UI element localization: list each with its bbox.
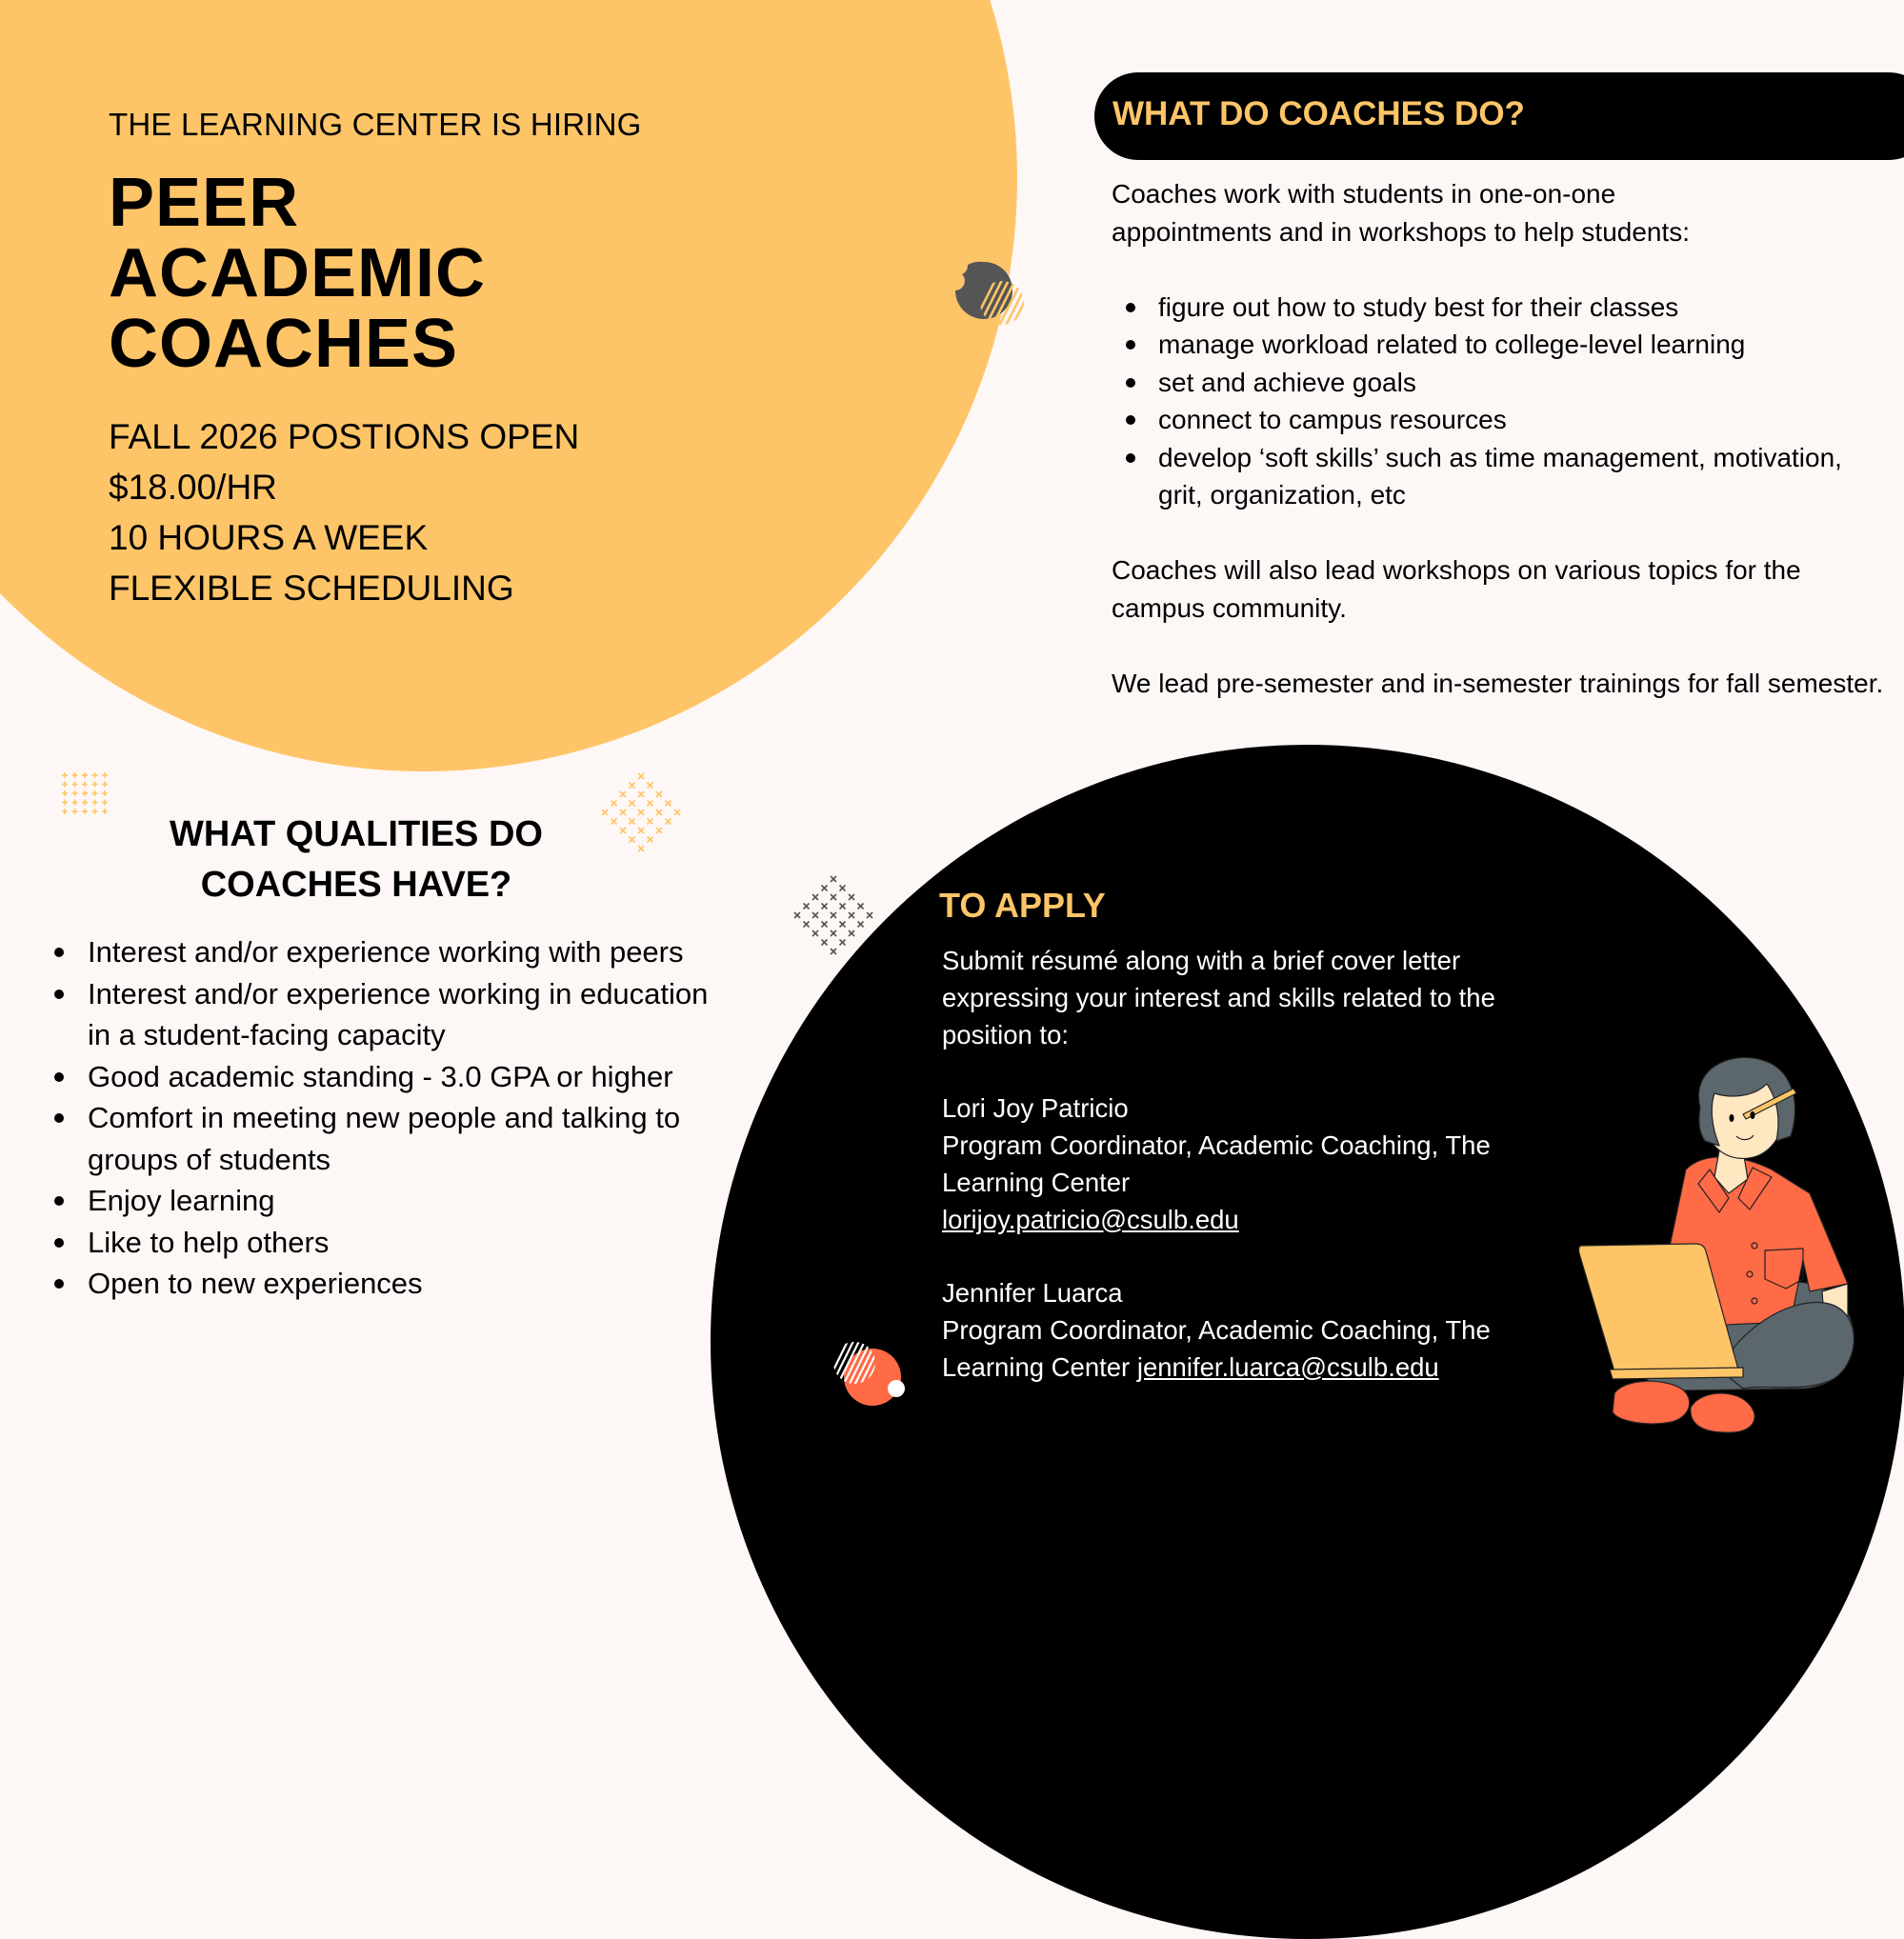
x-mark	[849, 894, 854, 900]
plus-mark	[102, 782, 108, 788]
plus-mark	[62, 809, 68, 814]
x-mark	[638, 773, 644, 779]
contact-title: Program Coordinator, Academic Coaching, The Learning Center	[942, 1314, 1491, 1382]
x-mark	[656, 791, 662, 797]
qualities-heading-line: COACHES HAVE?	[200, 865, 512, 905]
x-mark	[602, 810, 608, 815]
x-mark	[822, 922, 828, 928]
list-item: connect to campus resources	[1112, 401, 1902, 439]
x-mark	[674, 810, 680, 815]
x-mark	[666, 801, 671, 807]
plus-mark	[92, 782, 98, 788]
fact-positions: FALL 2026 POSTIONS OPEN	[109, 417, 580, 456]
x-mark	[849, 912, 854, 918]
x-mark	[648, 837, 653, 843]
plus-mark	[72, 772, 78, 778]
x-mark	[620, 810, 626, 815]
contact-title-with-email	[942, 1312, 1599, 1387]
page-title	[109, 165, 486, 382]
plus-mark	[82, 790, 88, 796]
x-mark	[630, 819, 635, 825]
x-mark	[630, 801, 635, 807]
trainings-paragraph: We lead pre-semester and in-semester trainings for fall semester.	[1112, 668, 1884, 698]
fact-scheduling: FLEXIBLE SCHEDULING	[109, 569, 514, 608]
plus-mark	[62, 772, 68, 778]
x-mark	[840, 904, 846, 910]
plus-mark	[62, 790, 68, 796]
duties-list	[1112, 289, 1902, 514]
list-item: Interest and/or experience working with peers	[43, 931, 710, 973]
x-mark	[812, 930, 818, 936]
apply-body	[942, 943, 1609, 1387]
x-mark	[812, 912, 818, 918]
x-mark	[849, 930, 854, 936]
list-item: Interest and/or experience working in education in a student-facing capacity	[43, 973, 710, 1056]
plus-mark	[72, 782, 78, 788]
list-item: set and achieve goals	[1112, 364, 1902, 402]
x-mark	[831, 930, 836, 936]
plus-mark	[72, 790, 78, 796]
qualities-list	[43, 931, 710, 1305]
x-mark	[638, 810, 644, 815]
list-item: figure out how to study best for their classes	[1112, 289, 1902, 327]
x-mark	[858, 922, 864, 928]
gray-x-diamond-icon	[791, 874, 876, 956]
x-mark	[630, 783, 635, 789]
qualities-heading-line: WHAT QUALITIES DO	[170, 814, 543, 854]
plus-mark	[72, 809, 78, 814]
plus-mark	[102, 772, 108, 778]
fact-pay: $18.00/HR	[109, 468, 277, 507]
yellow-x-diamond-icon	[598, 770, 684, 855]
plus-mark	[102, 790, 108, 796]
list-item: develop ‘soft skills’ such as time management, motivation, grit, organization, etc	[1112, 439, 1844, 514]
contact-email-link[interactable]: lorijoy.patricio@csulb.edu	[942, 1204, 1239, 1234]
list-item: manage workload related to college-level learning	[1112, 326, 1902, 364]
apply-instructions: Submit résumé along with a brief cover letter expressing your interest and skills related to the position to:	[942, 946, 1495, 1049]
x-mark	[638, 828, 644, 833]
x-mark	[804, 904, 810, 910]
x-mark	[638, 791, 644, 797]
list-item: Open to new experiences	[43, 1263, 710, 1305]
x-mark	[840, 940, 846, 946]
plus-mark	[82, 772, 88, 778]
what-coaches-do-body	[1112, 175, 1893, 702]
plus-grid-icon	[57, 768, 114, 819]
to-apply-heading: TO APPLY	[939, 886, 1106, 925]
plus-mark	[82, 809, 88, 814]
x-mark	[630, 837, 635, 843]
coral-hatched-circle-icon	[821, 1329, 916, 1414]
plus-mark	[102, 800, 108, 806]
title-line: COACHES	[109, 306, 459, 382]
contact-email-link[interactable]: jennifer.luarca@csulb.edu	[1136, 1351, 1439, 1382]
qualities-heading	[118, 810, 594, 910]
plus-mark	[92, 800, 98, 806]
x-mark	[611, 819, 617, 825]
x-mark	[666, 819, 671, 825]
x-mark	[794, 912, 800, 918]
list-item: Enjoy learning	[43, 1180, 710, 1222]
plus-mark	[92, 772, 98, 778]
x-mark	[638, 846, 644, 851]
x-mark	[840, 886, 846, 891]
x-mark	[620, 791, 626, 797]
x-mark	[867, 912, 872, 918]
x-mark	[648, 819, 653, 825]
x-mark	[656, 810, 662, 815]
plus-mark	[92, 790, 98, 796]
person-laptop-illustration	[1576, 1055, 1872, 1436]
plus-mark	[102, 809, 108, 814]
x-mark	[831, 912, 836, 918]
plus-mark	[62, 782, 68, 788]
hiring-kicker: THE LEARNING CENTER IS HIRING	[109, 107, 642, 142]
x-mark	[648, 801, 653, 807]
x-mark	[822, 940, 828, 946]
workshops-paragraph: Coaches will also lead workshops on various topics for the campus community.	[1112, 555, 1801, 623]
title-line: PEER	[109, 165, 300, 241]
intro-paragraph: Coaches work with students in one-on-one appointments and in workshops to help students:	[1112, 179, 1691, 247]
contact-title: Program Coordinator, Academic Coaching, The Learning Center	[942, 1129, 1491, 1197]
plus-mark	[92, 809, 98, 814]
x-mark	[840, 922, 846, 928]
x-mark	[822, 886, 828, 891]
plus-mark	[82, 800, 88, 806]
what-coaches-do-heading: WHAT DO COACHES DO?	[1112, 95, 1525, 132]
list-item: Comfort in meeting new people and talking to groups of students	[43, 1097, 710, 1180]
x-mark	[858, 904, 864, 910]
x-mark	[831, 894, 836, 900]
x-mark	[812, 894, 818, 900]
contact-name: Jennifer Luarca	[942, 1278, 1123, 1309]
x-mark	[611, 801, 617, 807]
list-item: Good academic standing - 3.0 GPA or higher	[43, 1056, 710, 1098]
plus-mark	[62, 800, 68, 806]
plus-mark	[72, 800, 78, 806]
x-mark	[648, 783, 653, 789]
contact-name: Lori Joy Patricio	[942, 1093, 1129, 1124]
x-mark	[831, 876, 836, 882]
plus-mark	[82, 782, 88, 788]
job-facts	[109, 411, 579, 613]
title-line: ACADEMIC	[109, 235, 486, 311]
x-mark	[656, 828, 662, 833]
dark-hatched-circle-icon	[948, 255, 1033, 336]
x-mark	[620, 828, 626, 833]
fact-hours: 10 HOURS A WEEK	[109, 518, 429, 557]
x-mark	[831, 949, 836, 954]
x-mark	[804, 922, 810, 928]
list-item: Like to help others	[43, 1222, 710, 1264]
x-mark	[822, 904, 828, 910]
